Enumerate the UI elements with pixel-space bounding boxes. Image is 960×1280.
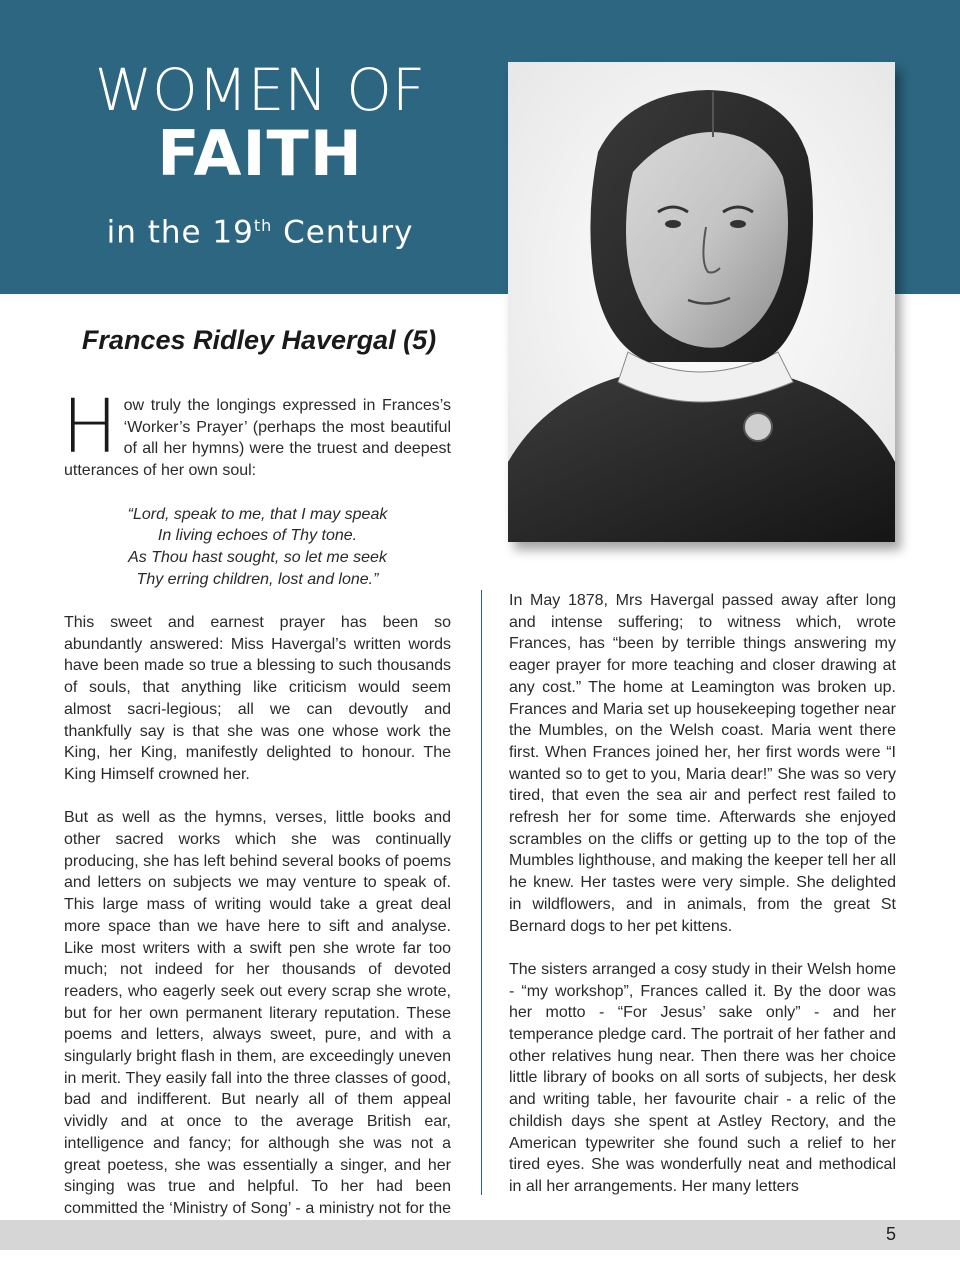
body-paragraph: The sisters arranged a cosy study in their Welsh home - “my workshop”, Frances called it. By the door was her motto - “For Jesus’ sake only” - and her temperance pledge card. The portrait of her father and other relatives hung near. Then there was her choice little library of books on all sorts of subjects, her desk and writing table, her favourite chair - a relic of the childish days she spent at Astley Rectory, and the American typewriter she found such a relief to her tired eyes. She was wonderfully neat and methodical in all her arrangements. Her many letters <box>509 960 896 1195</box>
title-line-1: WOMEN OF <box>94 56 426 124</box>
body-paragraph: But as well as the hymns, verses, little books and other sacred works which she was continually producing, she has left behind several books of poems and letters on subjects we may venture to speak of. This large mass of writing would take a great deal more space than we have here to sift and analyse. Like most writers with a swift pen she wrote far too much; not indeed for her thousands of devoted readers, who eagerly seek out every scrap she wrote, but for her own permanent literary reputation. These poems and letters, always sweet, pure, and with a singularly bright flash in them, are exceedingly uneven in merit. They easily fall into the three classes of good, bad and indifferent. But nearly all of them appeal vividly and at once to the average British ear, intelligence and fancy; for although she was not a great poetess, she was essentially a singer, and her singing was true and helpful. To her had been committed the ‘Ministry of Song’ - a ministry not for the <box>64 809 451 1217</box>
column-divider <box>481 590 482 1195</box>
body-paragraph: In May 1878, Mrs Havergal passed away after long and intense suffering; to witness which, wrote Frances, has “been by terrible things answering my eager prayer for more teaching and closer drawing at any cost.” The home at Leamington was broken up. Frances and Maria set up housekeeping together near the Mumbles, on the Welsh coast. Maria went there first. When Frances joined her, her first words were “I wanted so to get to you, Maria dear!” She was so very tired, that even the sea air and perfect rest failed to refresh her for some time. Afterwards she enjoyed scrambles on the cliffs or getting up to the top of the Mumbles lighthouse, and making the keeper tell her all he knew. Her tastes were very simple. She delighted in wildflowers, and in animals, from the great St Bernard dogs to her pet kittens. <box>509 592 896 935</box>
footer-bar <box>0 1220 960 1250</box>
title-line-3-pre: in the 19 <box>106 214 254 251</box>
intro-paragraph <box>62 384 451 482</box>
face-shape <box>626 132 788 348</box>
page-number: 5 <box>885 1224 896 1244</box>
title-line-3-post: Century <box>272 214 414 251</box>
brooch-shape <box>744 413 772 441</box>
portrait-engraving-icon <box>508 62 895 542</box>
title-line-3 <box>60 206 460 252</box>
verse-line: In living echoes of Thy tone. <box>157 527 358 545</box>
hymn-verse <box>64 504 451 591</box>
right-column <box>509 590 896 1219</box>
portrait-image <box>508 62 895 542</box>
article-subtitle: Frances Ridley Havergal (5) <box>81 325 437 355</box>
verse-line: “Lord, speak to me, that I may speak <box>127 505 388 523</box>
intro-text: ow truly the longings expressed in Frances’s ‘Worker’s Prayer’ (perhaps the most beautiful of all her hymns) were the truest and deepest utterances of her own soul: <box>64 397 451 480</box>
left-column <box>62 384 451 1263</box>
title-line-2: FAITH <box>157 117 363 190</box>
drop-cap: H <box>62 384 118 470</box>
body-paragraph: This sweet and earnest prayer has been so abundantly answered: Miss Havergal’s written words have been made so true a blessing to such thousands of souls, that anything like criticism would seem almost sacri-legious; all we can devoutly and thankfully say is that she was one whose work the King, her King, manifestly delighted to honour. The King Himself crowned her. <box>64 614 451 783</box>
page-title <box>60 58 460 252</box>
verse-line: As Thou hast sought, so let me seek <box>128 548 387 566</box>
verse-line: Thy erring children, lost and lone.” <box>136 570 379 588</box>
title-line-3-sup: th <box>253 216 273 235</box>
